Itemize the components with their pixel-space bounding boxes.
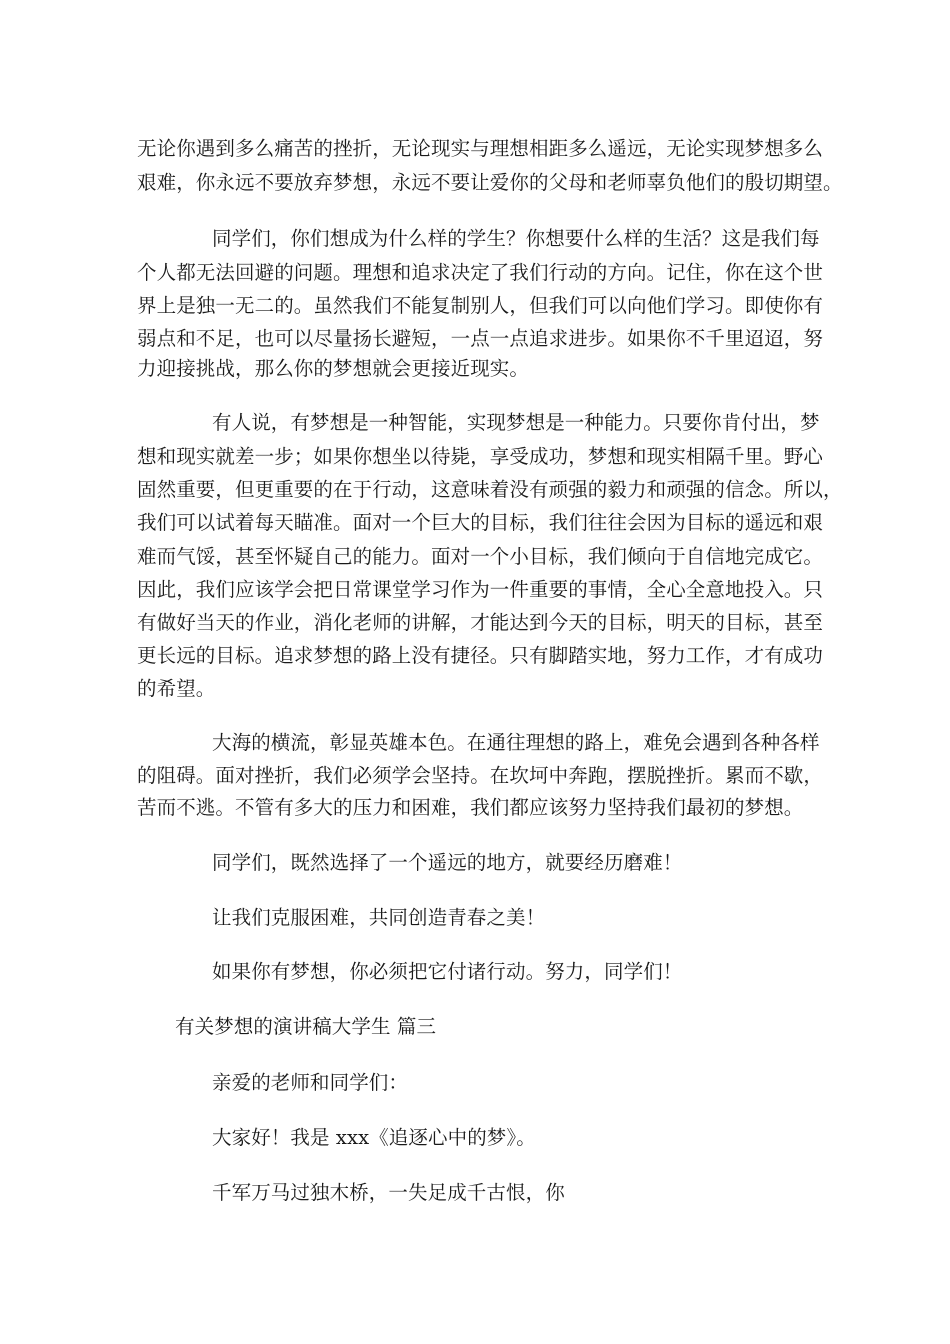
paragraph-4-line-2: 的阻碍。面对挫折，我们必须学会坚持。在坎坷中奔跑，摆脱挫折。累而不歇，: [137, 764, 824, 787]
paragraph-2-line-5: 力迎接挑战，那么你的梦想就会更接近现实。: [137, 357, 530, 380]
paragraph-1-line-1: 无论你遇到多么痛苦的挫折，无论现实与理想相距多么遥远，无论实现梦想多么: [137, 137, 824, 160]
paragraph-2-line-1: 同学们，你们想成为什么样的学生？你想要什么样的生活？这是我们每: [212, 227, 820, 250]
section-heading: 有关梦想的演讲稿大学生 篇三: [175, 1015, 437, 1038]
paragraph-2-line-2: 个人都无法回避的问题。理想和追求决定了我们行动的方向。记住，你在这个世: [137, 261, 824, 284]
paragraph-3-line-2: 想和现实就差一步；如果你想坐以待毙，享受成功，梦想和现实相隔千里。野心: [137, 445, 824, 468]
paragraph-3-line-4: 我们可以试着每天瞄准。面对一个巨大的目标，我们往往会因为目标的遥远和艰: [137, 511, 824, 534]
paragraph-3-line-5: 难而气馁，甚至怀疑自己的能力。面对一个小目标，我们倾向于自信地完成它。: [137, 545, 824, 568]
paragraph-1-line-2: 艰难，你永远不要放弃梦想，永远不要让爱你的父母和老师辜负他们的殷切期望。: [137, 171, 843, 194]
paragraph-3-line-1: 有人说，有梦想是一种智能，实现梦想是一种能力。只要你肯付出，梦: [212, 411, 820, 434]
paragraph-3-line-6: 因此，我们应该学会把日常课堂学习作为一件重要的事情，全心全意地投入。只: [137, 578, 824, 601]
paragraph-4-line-1: 大海的横流，彰显英雄本色。在通往理想的路上，难免会遇到各种各样: [212, 731, 820, 754]
paragraph-3-line-3: 固然重要，但更重要的在于行动，这意味着没有顽强的毅力和顽强的信念。所以，: [137, 478, 843, 501]
greeting: 亲爱的老师和同学们：: [212, 1071, 409, 1094]
paragraph-4-line-3: 苦而不逃。不管有多大的压力和困难，我们都应该努力坚持我们最初的梦想。: [137, 796, 804, 819]
paragraph-3-line-8: 更长远的目标。追求梦想的路上没有捷径。只有脚踏实地，努力工作，才有成功: [137, 644, 824, 667]
last-line: 千军万马过独木桥，一失足成千古恨，你: [212, 1181, 565, 1204]
paragraph-5: 同学们，既然选择了一个遥远的地方，就要经历磨难！: [212, 851, 683, 874]
paragraph-3-line-7: 有做好当天的作业，消化老师的讲解，才能达到今天的目标，明天的目标，甚至: [137, 611, 824, 634]
paragraph-7: 如果你有梦想，你必须把它付诸行动。努力，同学们！: [212, 960, 683, 983]
paragraph-2-line-3: 界上是独一无二的。虽然我们不能复制别人，但我们可以向他们学习。即使你有: [137, 294, 824, 317]
paragraph-6: 让我们克服困难，共同创造青春之美！: [212, 906, 546, 929]
intro: 大家好！我是 xxx《追逐心中的梦》。: [212, 1126, 536, 1149]
paragraph-3-line-9: 的希望。: [137, 677, 216, 700]
paragraph-2-line-4: 弱点和不足，也可以尽量扬长避短，一点一点追求进步。如果你不千里迢迢，努: [137, 327, 824, 350]
